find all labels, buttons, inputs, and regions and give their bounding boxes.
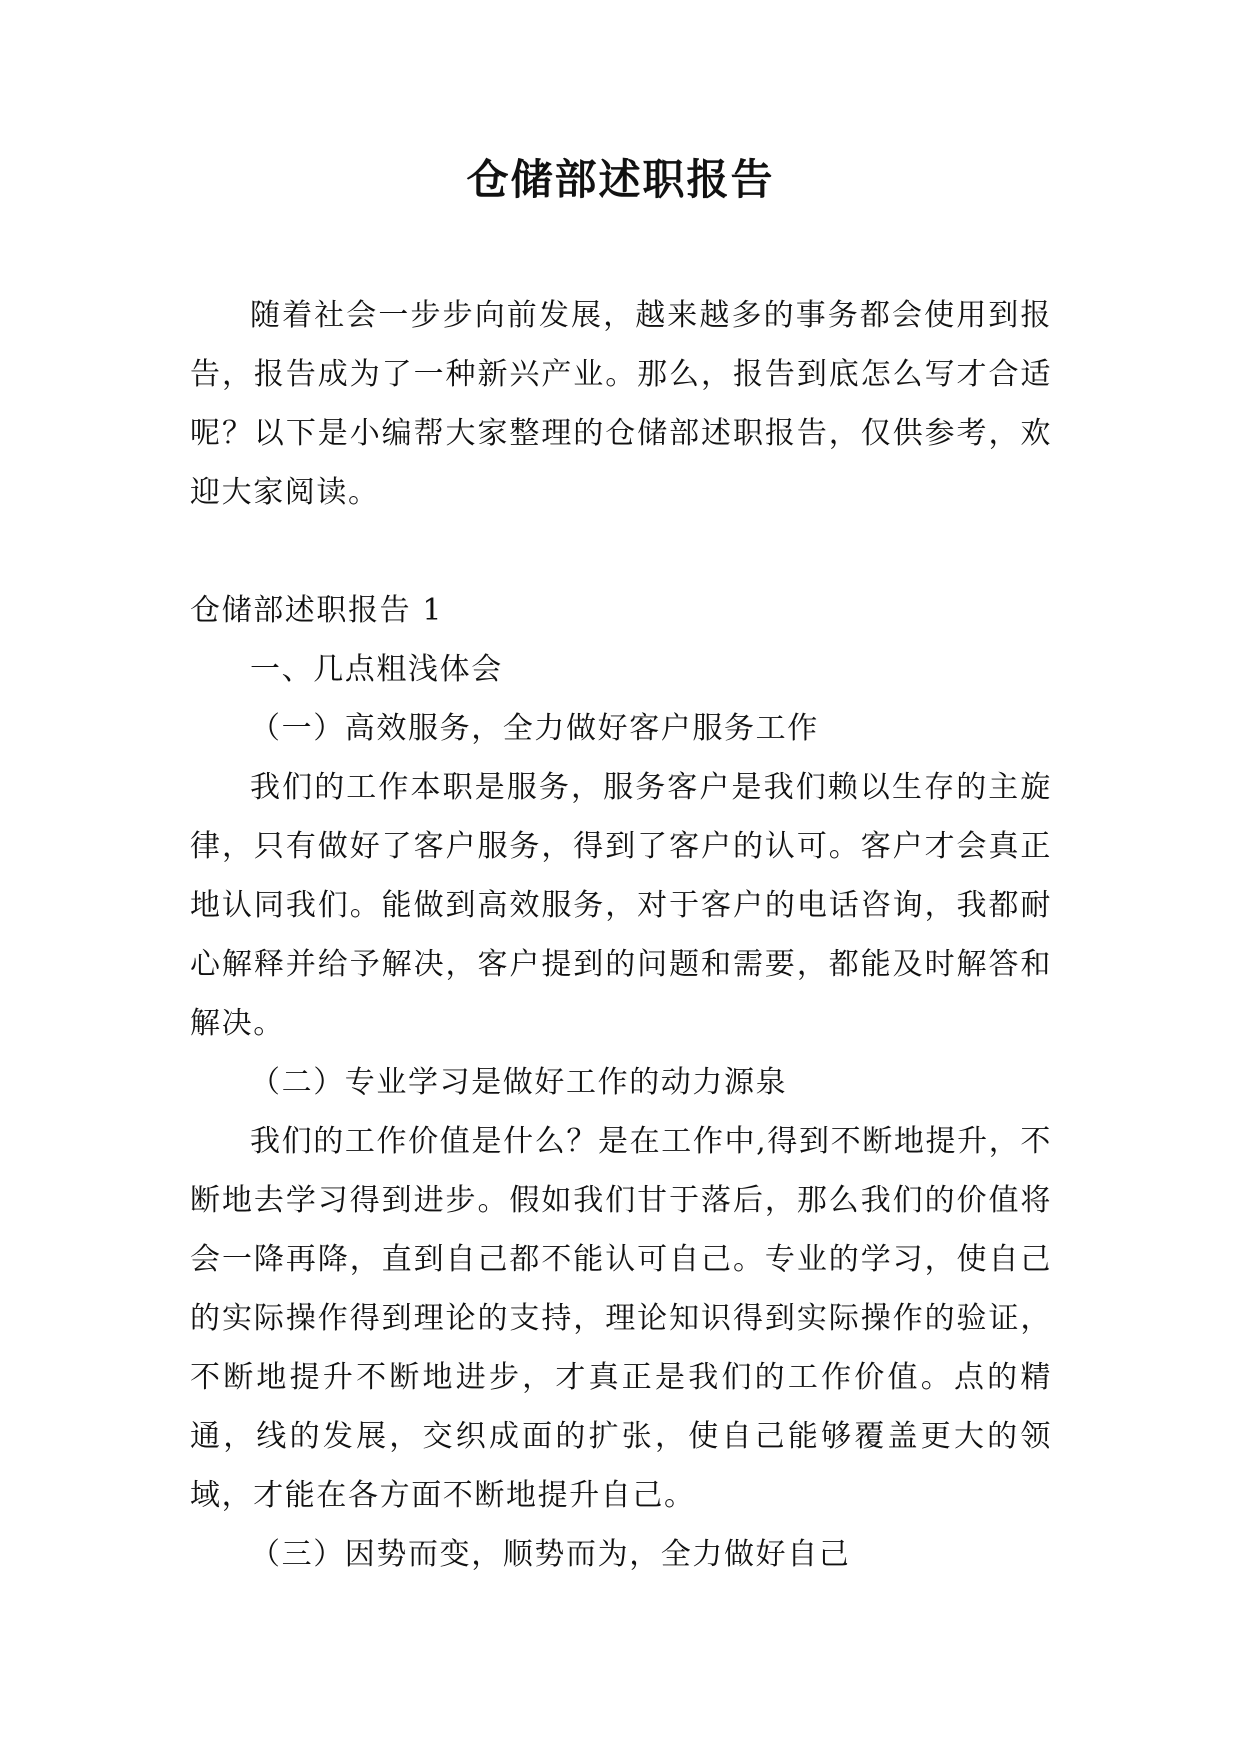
- section-title: 仓储部述职报告 1: [190, 593, 444, 628]
- subheading-1: （一）高效服务，全力做好客户服务工作: [250, 711, 819, 746]
- intro-paragraph: 随着社会一步步向前发展，越来越多的事务都会使用到报告，报告成为了一种新兴产业。那么，报告到底怎么写才合适呢？以下是小编帮大家整理的仓储部述职报告，仅供参考，欢迎大家阅读。: [190, 298, 1052, 510]
- heading-1: 一、几点粗浅体会: [250, 652, 503, 687]
- paragraph-1: 我们的工作本职是服务，服务客户是我们赖以生存的主旋律，只有做好了客户服务，得到了客户的认可。客户才会真正地认同我们。能做到高效服务，对于客户的电话咨询，我都耐心解释并给予解决，客户提到的问题和需要，都能及时解答和解决。: [190, 770, 1052, 1041]
- paragraph-2: 我们的工作价值是什么？是在工作中,得到不断地提升，不断地去学习得到进步。假如我们甘于落后，那么我们的价值将会一降再降，直到自己都不能认可自己。专业的学习，使自己的实际操作得到理论的支持，理论知识得到实际操作的验证，不断地提升不断地进步，才真正是我们的工作价值。点的精通，线的发展，交织成面的扩张，使自己能够覆盖更大的领域，才能在各方面不断地提升自己。: [190, 1124, 1052, 1513]
- document-body: [190, 286, 1052, 1584]
- subheading-3: （三）因势而变，顺势而为，全力做好自己: [250, 1537, 851, 1572]
- document-title: 仓储部述职报告: [466, 155, 775, 204]
- subheading-2: （二）专业学习是做好工作的动力源泉: [250, 1065, 788, 1100]
